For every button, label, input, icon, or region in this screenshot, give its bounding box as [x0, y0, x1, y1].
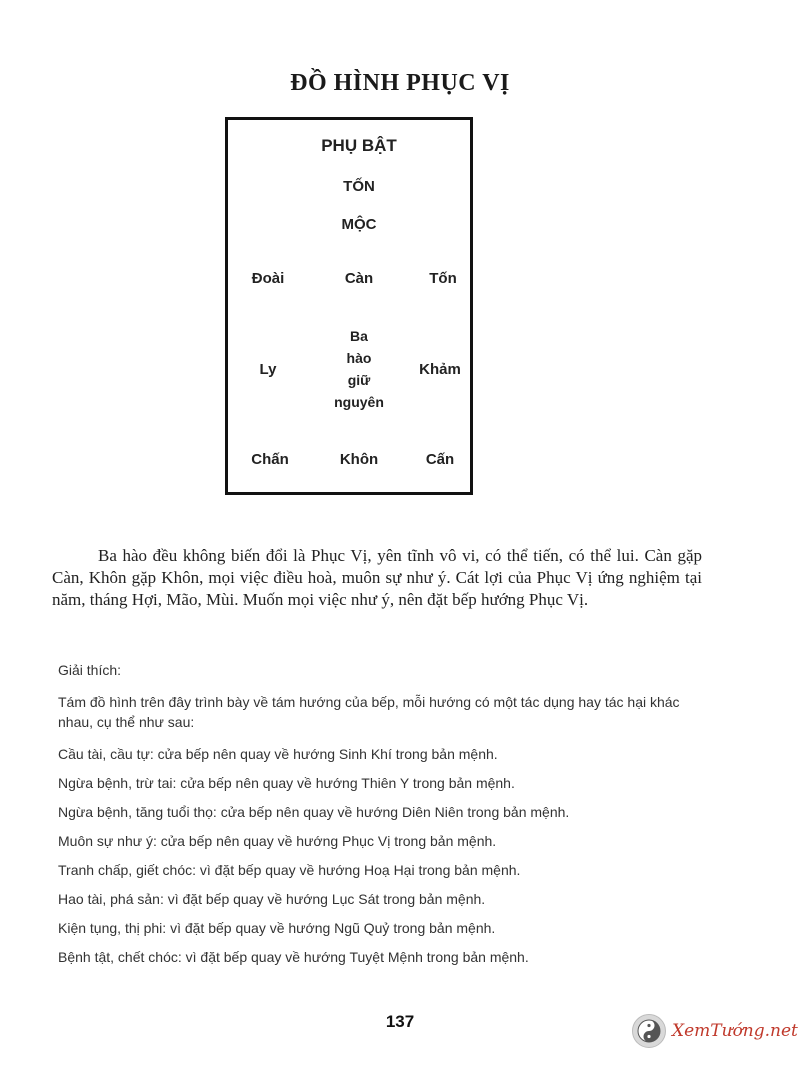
diagram-cell-can: Càn — [344, 270, 374, 287]
page-title: ĐỒ HÌNH PHỤC VỊ — [290, 70, 510, 96]
list-item: Cầu tài, cầu tự: cửa bếp nên quay về hướng Sinh Khí trong bản mệnh. — [58, 746, 498, 762]
diagram-cell-can-mountain: Cấn — [425, 451, 455, 468]
diagram-center-line: Ba — [350, 328, 368, 344]
diagram-cell-kham: Khảm — [419, 361, 461, 378]
list-item: Muôn sự như ý: cửa bếp nên quay về hướng Phục Vị trong bản mệnh. — [58, 833, 497, 849]
phuc-vi-diagram — [225, 117, 473, 495]
list-item: Bệnh tật, chết chóc: vì đặt bếp quay về hướng Tuyệt Mệnh trong bản mệnh. — [58, 949, 529, 965]
list-item: Kiện tụng, thị phi: vì đặt bếp quay về hướng Ngũ Quỷ trong bản mệnh. — [58, 920, 496, 936]
yin-yang-icon — [632, 1014, 666, 1048]
diagram-top-label-3: MỘC — [341, 216, 377, 233]
page-number: 137 — [385, 1012, 415, 1031]
diagram-center-text — [334, 325, 384, 413]
diagram-cell-chan: Chấn — [251, 451, 289, 468]
diagram-center-line: giữ — [347, 372, 371, 388]
body-paragraph: Ba hào đều không biến đổi là Phục Vị, yên tĩnh vô vi, có thể tiến, có thể lui. Càn gặp Càn, Khôn gặp Khôn, mọi việc điều hoà, muôn sự như ý. Cát lợi của Phục Vị ứng nghiệm tại năm, tháng Hợi, Mão, Mùi. Muốn mọi việc như ý, nên đặt bếp hướng Phục Vị. — [52, 546, 702, 609]
watermark — [632, 1014, 798, 1048]
list-item: Tranh chấp, giết chóc: vì đặt bếp quay về hướng Hoạ Hại trong bản mệnh. — [58, 862, 521, 878]
diagram-cell-khon: Khôn — [339, 451, 379, 468]
list-item: Ngừa bệnh, trừ tai: cửa bếp nên quay về hướng Thiên Y trong bản mệnh. — [58, 775, 515, 791]
list-item: Hao tài, phá sản: vì đặt bếp quay về hướng Lục Sát trong bản mệnh. — [58, 891, 486, 907]
watermark-text[interactable]: XemTướng.net — [672, 1021, 798, 1041]
diagram-cell-ton: Tốn — [429, 270, 457, 287]
diagram-center-line: nguyên — [334, 394, 384, 410]
explanation-intro: Tám đồ hình trên đây trình bày về tám hướng của bếp, mỗi hướng có một tác dụng hay tác hại khác nhau, cụ thể như sau: — [58, 694, 680, 730]
list-item: Ngừa bệnh, tăng tuổi thọ: cửa bếp nên quay về hướng Diên Niên trong bản mệnh. — [58, 804, 570, 820]
explanation-list — [58, 744, 698, 976]
diagram-cell-doai: Đoài — [251, 270, 285, 287]
diagram-top-label-2: TỐN — [343, 178, 375, 195]
explanation-heading: Giải thích: — [58, 662, 122, 678]
diagram-cell-ly: Ly — [259, 361, 277, 378]
diagram-top-label-1: PHỤ BẬT — [321, 136, 397, 155]
diagram-center-line: hào — [346, 350, 372, 366]
